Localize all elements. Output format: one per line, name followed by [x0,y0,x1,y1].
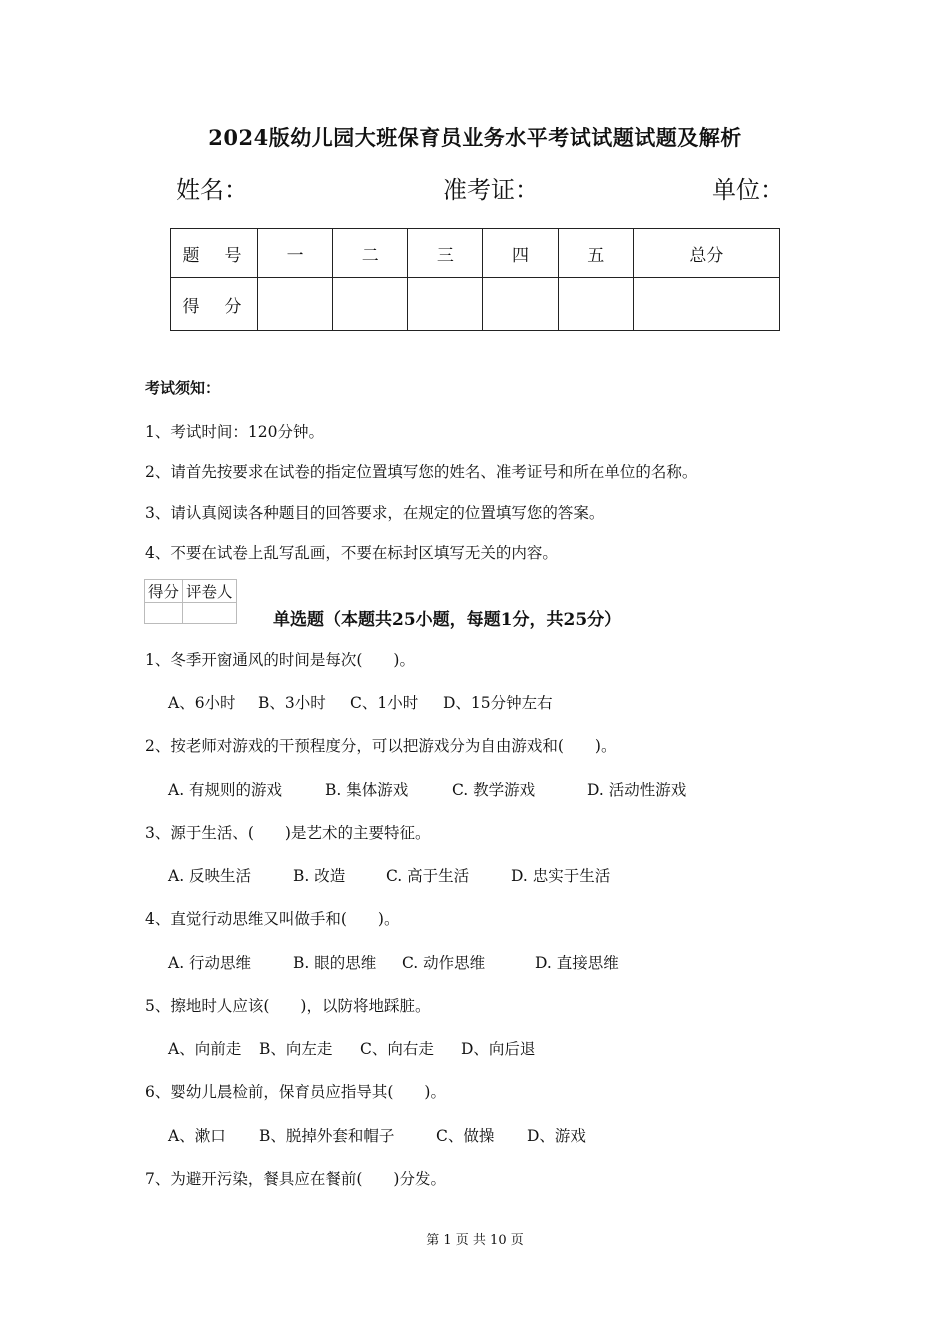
option-d[interactable]: D. 活动性游戏 [587,781,687,799]
grader-score-label: 得分 [145,580,183,603]
question-options [168,691,553,713]
question-options [168,778,686,800]
score-table-header-cell: 五 [558,229,633,278]
option-c[interactable]: C. 高于生活 [386,867,470,885]
score-cell[interactable] [408,278,483,331]
option-b[interactable]: B、向左走 [259,1040,333,1058]
score-table-header-cell: 一 [258,229,333,278]
question-text: 6、婴幼儿晨检前，保育员应指导其( )。 [145,1083,446,1101]
grader-name-cell[interactable] [183,603,237,624]
option-a[interactable]: A. 行动思维 [168,954,252,972]
unit-field-label: 单位： [712,176,784,204]
exam-number-field-label: 准考证： [443,176,539,204]
option-b[interactable]: B、脱掉外套和帽子 [259,1127,395,1145]
question-text: 4、直觉行动思维又叫做手和( )。 [145,910,400,928]
option-c[interactable]: C、向右走 [360,1040,434,1058]
score-table-header-cell: 三 [408,229,483,278]
grader-box [144,579,237,624]
option-d[interactable]: D. 直接思维 [535,954,619,972]
option-b[interactable]: B. 改造 [293,867,346,885]
question-text: 7、为避开污染，餐具应在餐前( )分发。 [145,1170,446,1188]
question-text: 3、源于生活、( )是艺术的主要特征。 [145,824,431,842]
score-table-header-row [171,229,780,278]
question-text: 5、擦地时人应该( )，以防将地踩脏。 [145,997,431,1015]
name-field-label: 姓名： [176,176,248,204]
section-title: 单选题（本题共25小题，每题1分，共25分） [273,610,622,630]
option-b[interactable]: B. 集体游戏 [325,781,409,799]
option-d[interactable]: D、游戏 [527,1127,586,1145]
option-b[interactable]: B. 眼的思维 [293,954,377,972]
option-c[interactable]: C. 动作思维 [402,954,486,972]
option-d[interactable]: D、向后退 [461,1040,536,1058]
grader-score-cell[interactable] [145,603,183,624]
score-cell[interactable] [558,278,633,331]
score-cell[interactable] [633,278,779,331]
question-options [168,1037,535,1059]
score-table-header-cell: 总分 [633,229,779,278]
score-cell[interactable] [333,278,408,331]
question-options [168,864,610,886]
notice-item: 4、不要在试卷上乱写乱画，不要在标封区填写无关的内容。 [145,544,558,562]
notice-item: 2、请首先按要求在试卷的指定位置填写您的姓名、准考证号和所在单位的名称。 [145,463,698,481]
page-footer: 第 1 页 共 10 页 [426,1233,524,1248]
option-d[interactable]: D. 忠实于生活 [511,867,611,885]
question-text: 1、冬季开窗通风的时间是每次( )。 [145,651,415,669]
option-a[interactable]: A. 反映生活 [168,867,252,885]
notice-item: 3、请认真阅读各种题目的回答要求，在规定的位置填写您的答案。 [145,504,605,522]
option-c[interactable]: C、做操 [436,1127,495,1145]
option-a[interactable]: A、向前走 [168,1040,242,1058]
grader-label: 评卷人 [183,580,237,603]
score-row-label: 得 分 [171,278,258,331]
question-options [168,1124,586,1146]
option-a[interactable]: A、漱口 [168,1127,226,1145]
score-cell[interactable] [258,278,333,331]
score-table-score-row [171,278,780,331]
option-a[interactable]: A. 有规则的游戏 [168,781,283,799]
score-cell[interactable] [483,278,558,331]
score-table-header-cell: 二 [333,229,408,278]
option-d[interactable]: D、15分钟左右 [443,694,553,712]
notice-title: 考试须知： [145,379,221,397]
score-table [170,228,780,331]
option-a[interactable]: A、6小时 [168,694,236,712]
question-options [168,951,619,973]
option-c[interactable]: C. 教学游戏 [452,781,536,799]
score-table-header-cell: 题 号 [171,229,258,278]
document-title: 2024版幼儿园大班保育员业务水平考试试题试题及解析 [208,125,742,150]
question-text: 2、按老师对游戏的干预程度分，可以把游戏分为自由游戏和( )。 [145,737,617,755]
option-c[interactable]: C、1小时 [350,694,419,712]
option-b[interactable]: B、3小时 [258,694,326,712]
notice-item: 1、考试时间：120分钟。 [145,423,324,441]
score-table-header-cell: 四 [483,229,558,278]
